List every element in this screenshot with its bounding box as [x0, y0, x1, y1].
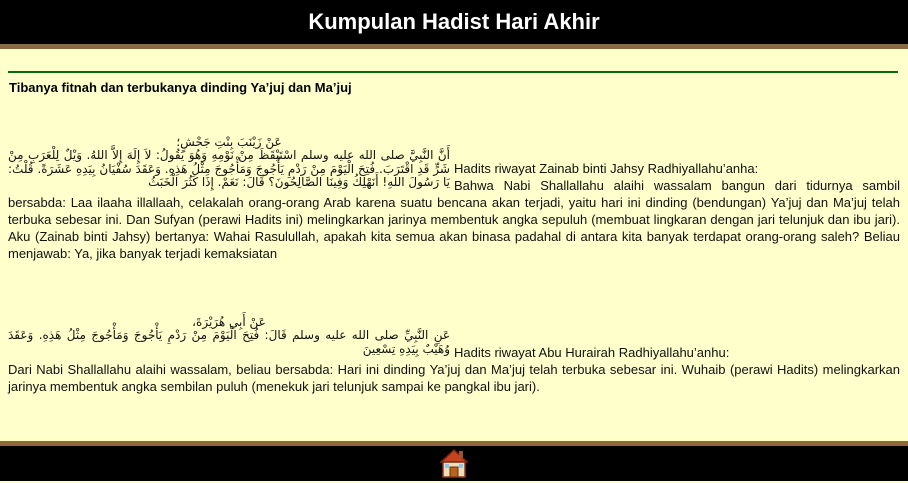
narrator-line: Hadits riwayat Zainab binti Jahsy Radhiyallahu’anha:	[454, 161, 759, 176]
hadith-entry	[8, 136, 900, 262]
divider	[8, 71, 898, 73]
arabic-text	[8, 316, 450, 356]
arabic-matn: أَنَّ النَّبِيَّ صلى الله عليه وسلم اسْتَيْقَظَ مِنْ نَوْمِهِ وَهُوَ يَقُولُ: لاَ إِلَهَ إِلاَّ اللهُ. وَيْلٌ لِلْعَرَبِ مِنْ شَرٍّ قَدِ اقْتَرَبَ. فُتِحَ الْيَوْمَ مِنْ رَدْمِ يَأْجُوجَ وَمَأْجُوجَ مِثْلُ هَذِهِ. وَعَقَدَ سُفْيَانُ بِيَدِهِ عَشَرَةً. قُلْتُ: يَا رَسُولَ اللهِ! أَنَهْلِكُ وَفِينَا الصَّالِحُونَ؟ قَالَ: نَعَمْ. إِذَا كَثُرَ الْخَبَثُ	[8, 148, 450, 190]
page-title: Kumpulan Hadist Hari Akhir	[308, 9, 600, 34]
header-bar	[0, 0, 908, 49]
arabic-matn: عَنِ النَّبِيِّ صلى الله عليه وسلم قَالَ: فُتِحَ الْيَوْمَ مِنْ رَدْمِ يَأْجُوجَ وَمَأْجُوجَ مِثْلُ هَذِهِ. وَعَقَدَ وُهَيْبٌ بِيَدِهِ تِسْعِينَ	[8, 328, 450, 356]
translation-text: Bahwa Nabi Shallallahu alaihi wassalam bangun dari tidurnya sambil bersabda: Laa ilaaha illallaah, celakalah orang-orang Arab karena suatu bencana akan terjadi, yaitu hari ini dinding (bendungan) Ya’juj dan Ma’juj telah terbuka sebesar ini. Dan Sufyan (perawi Hadits ini) melingkarkan jarinya membentuk angka sepuluh (membuat lingkaran dengan jari telunjuk dan ibu jari). Aku (Zainab binti Jahsy) bertanya: Wahai Rasulullah, apakah kita semua akan binasa padahal di antara kita banyak terdapat orang-orang saleh? Beliau menjawab: Ya, jika banyak terjadi kemaksiatan	[8, 178, 900, 261]
arabic-text	[8, 136, 450, 190]
arabic-sanad: عَنْ زَيْنَبَ بِنْتِ جَحْشٍ؛	[176, 135, 282, 149]
home-icon	[440, 448, 468, 478]
arabic-sanad: عَنْ أَبِي هُرَيْرَةَ،	[192, 315, 266, 329]
footer-bar	[0, 441, 908, 481]
narrator-line: Hadits riwayat Abu Hurairah Radhiyallahu’anhu:	[454, 345, 730, 360]
section-title: Tibanya fitnah dan terbukanya dinding Ya’juj dan Ma’juj	[9, 80, 352, 95]
hadith-entry	[8, 316, 900, 395]
translation-text: Dari Nabi Shallallahu alaihi wassalam, beliau bersabda: Hari ini dinding Ya’juj dan Ma’juj telah terbuka sebesar ini. Wuhaib (perawi Hadits) melingkarkan jarinya membentuk angka sembilan puluh (menekuk jari telunjuk sampai ke pangkal ibu jari).	[8, 362, 900, 394]
home-button[interactable]	[440, 448, 468, 478]
